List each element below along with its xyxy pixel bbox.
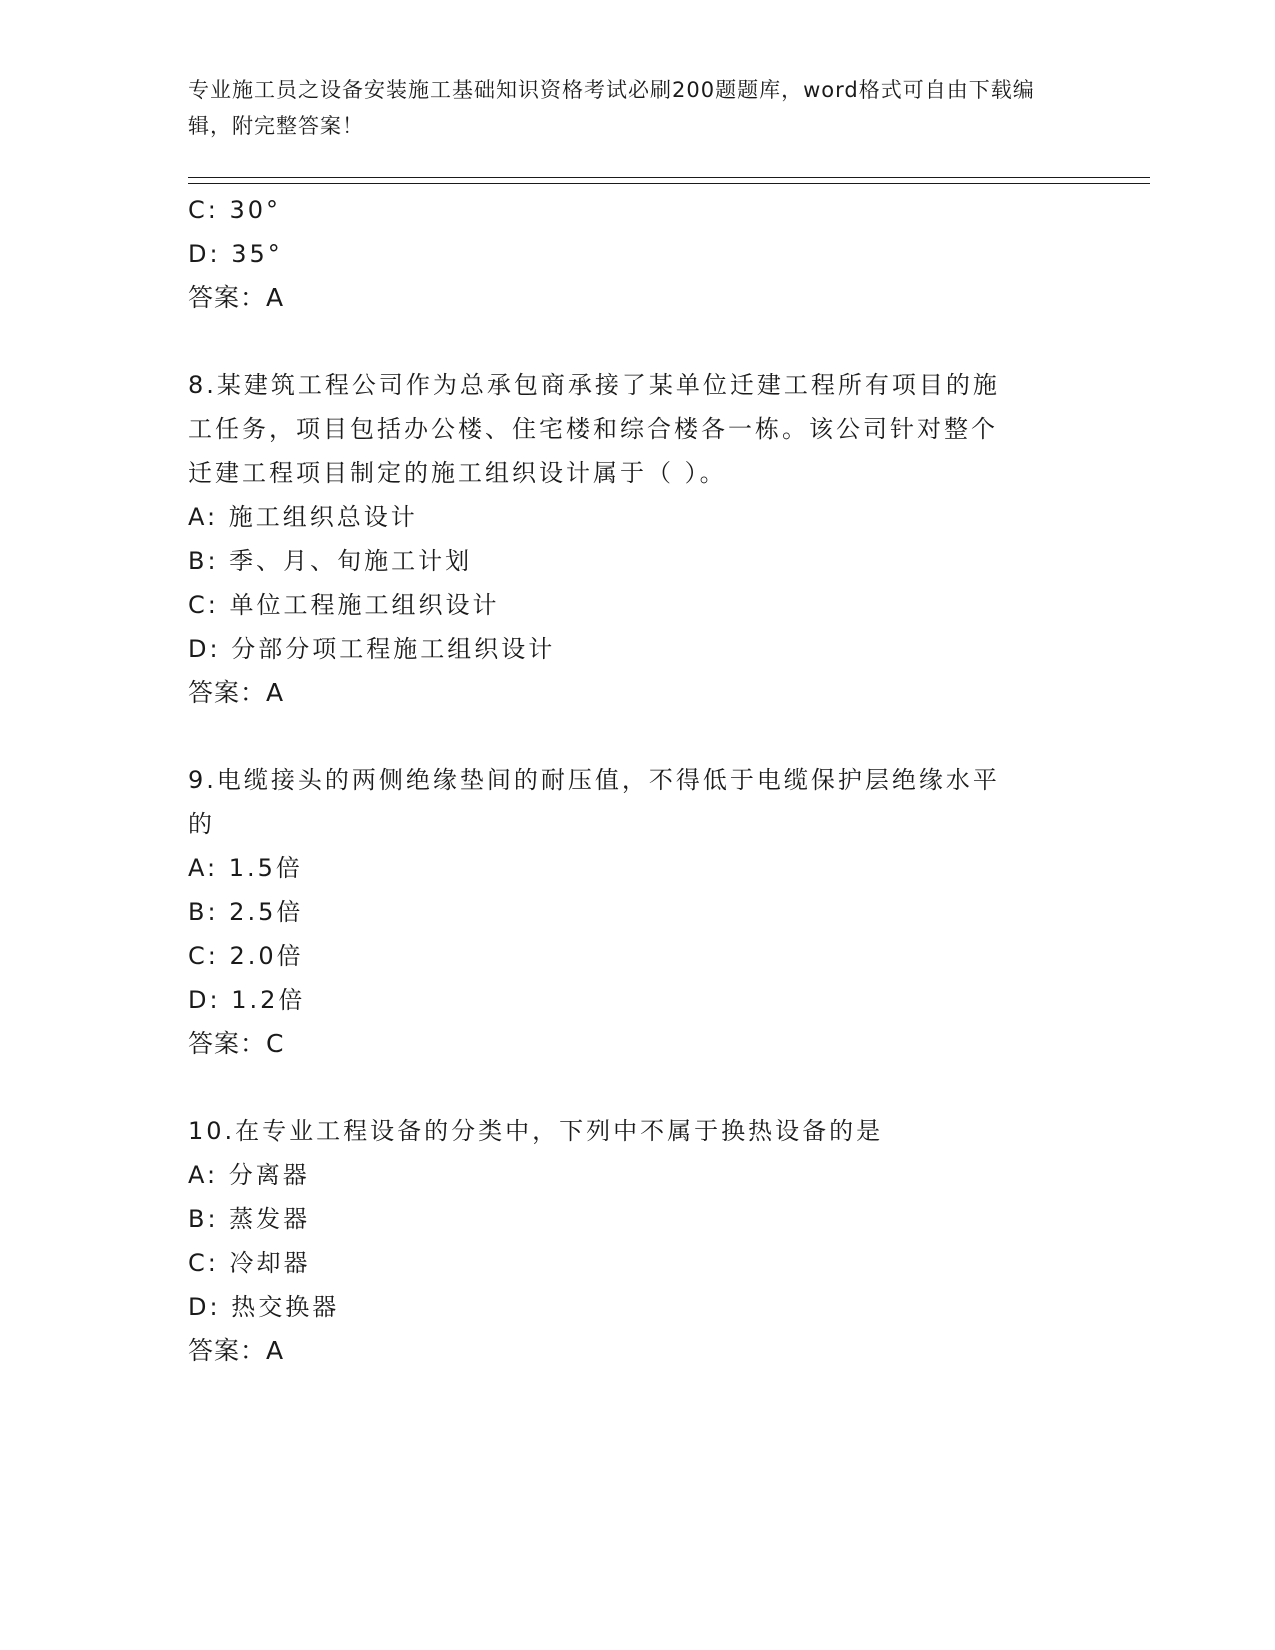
q8-option-c: C: 单位工程施工组织设计: [188, 591, 500, 619]
document-header: 专业施工员之设备安装施工基础知识资格考试必刷200题题库，word格式可自由下载编辑，附完整答案！: [188, 78, 1035, 138]
header-rule-top: [188, 177, 1150, 178]
q9-stem-line-2: 的: [188, 810, 215, 838]
q10-option-c: C: 冷却器: [188, 1249, 311, 1277]
q10-answer: 答案：A: [188, 1336, 285, 1365]
q9-answer: 答案：C: [188, 1029, 285, 1058]
q8-stem-line-1: 8.某建筑工程公司作为总承包商承接了某单位迁建工程所有项目的施: [188, 371, 1000, 399]
q7-answer: 答案：A: [188, 283, 285, 312]
q9-option-a: A: 1.5倍: [188, 854, 303, 882]
q10-stem-line-1: 10.在专业工程设备的分类中，下列中不属于换热设备的是: [188, 1117, 884, 1145]
q10-option-a: A: 分离器: [188, 1161, 310, 1189]
header-rule-bottom: [188, 183, 1150, 184]
q9-option-d: D: 1.2倍: [188, 986, 306, 1014]
q10-option-d: D: 热交换器: [188, 1293, 340, 1321]
q8-option-a: A: 施工组织总设计: [188, 503, 418, 531]
q9-option-b: B: 2.5倍: [188, 898, 304, 926]
q7-option-c: C: 30°: [188, 196, 282, 224]
q8-stem-line-2: 工任务，项目包括办公楼、住宅楼和综合楼各一栋。该公司针对整个: [188, 415, 998, 443]
q10-option-b: B: 蒸发器: [188, 1205, 311, 1233]
q7-option-d: D: 35°: [188, 240, 283, 268]
q8-stem-line-3: 迁建工程项目制定的施工组织设计属于（ ）。: [188, 459, 727, 487]
q9-option-c: C: 2.0倍: [188, 942, 304, 970]
q8-option-b: B: 季、月、旬施工计划: [188, 547, 473, 575]
q8-option-d: D: 分部分项工程施工组织设计: [188, 635, 556, 663]
q8-answer: 答案：A: [188, 678, 285, 707]
q9-stem-line-1: 9.电缆接头的两侧绝缘垫间的耐压值，不得低于电缆保护层绝缘水平: [188, 766, 1000, 794]
